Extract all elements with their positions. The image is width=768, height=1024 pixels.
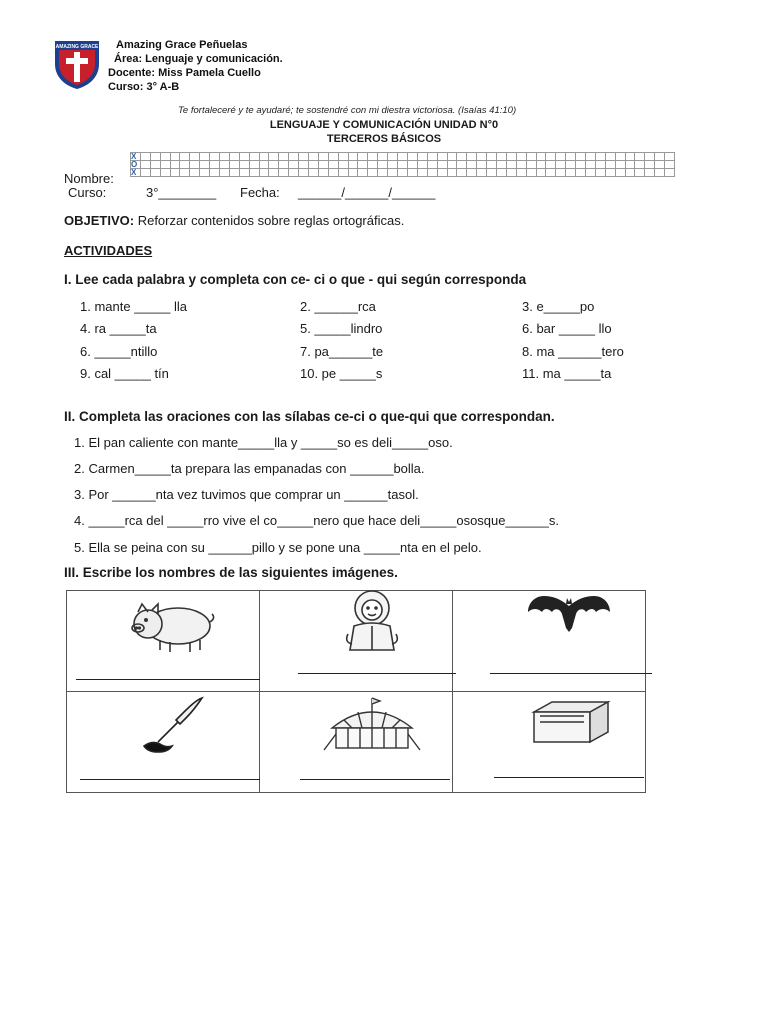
grid-cell[interactable]	[595, 161, 605, 169]
grid-cell[interactable]	[338, 153, 348, 161]
grid-cell[interactable]	[506, 169, 516, 177]
grid-cell[interactable]	[477, 161, 487, 169]
grid-cell[interactable]	[239, 169, 249, 177]
grid-cell[interactable]	[576, 161, 586, 169]
grid-cell[interactable]	[615, 161, 625, 169]
grid-cell[interactable]	[645, 161, 655, 169]
objetivo-line	[64, 213, 404, 228]
sentence-item: 2. Carmen_____ta prepara las empanadas con ______bolla.	[74, 461, 425, 476]
worksheet-subtitle: TERCEROS BÁSICOS	[326, 133, 442, 145]
grid-cell[interactable]	[556, 153, 566, 161]
grid-cell[interactable]	[526, 161, 536, 169]
grid-cell[interactable]	[546, 153, 556, 161]
grid-cell[interactable]	[427, 153, 437, 161]
answer-line[interactable]	[80, 779, 260, 780]
grid-cell[interactable]	[328, 161, 338, 169]
grid-cell[interactable]	[269, 161, 279, 169]
grid-cell[interactable]	[625, 161, 635, 169]
grid-cell[interactable]	[289, 169, 299, 177]
course-text: Curso: 3° A-B	[108, 81, 180, 93]
exercise-item: 7. pa______te	[300, 344, 384, 359]
grid-cell[interactable]	[190, 161, 200, 169]
grid-cell[interactable]	[388, 161, 398, 169]
grid-cell[interactable]	[516, 169, 526, 177]
grid-cell[interactable]	[536, 161, 546, 169]
answer-line[interactable]	[298, 673, 456, 674]
grid-cell[interactable]	[585, 169, 595, 177]
fecha-field[interactable]: ______/______/______	[298, 185, 436, 200]
worksheet-title: LENGUAJE Y COMUNICACIÓN UNIDAD N°0	[269, 119, 499, 131]
name-grid	[130, 152, 675, 177]
grid-cell[interactable]	[556, 161, 566, 169]
grid-cell[interactable]	[229, 161, 239, 169]
sentence-item: 1. El pan caliente con mante_____lla y _____so es deli_____oso.	[74, 435, 453, 450]
answer-line[interactable]	[490, 673, 652, 674]
grid-cell[interactable]	[140, 161, 150, 169]
grid-cell[interactable]	[477, 153, 487, 161]
grid-cell[interactable]	[180, 153, 190, 161]
grid-cell[interactable]	[516, 161, 526, 169]
grid-cell[interactable]	[269, 169, 279, 177]
grid-cell[interactable]	[299, 169, 309, 177]
answer-line[interactable]	[76, 679, 260, 680]
nombre-label: Nombre:	[64, 171, 114, 186]
objetivo-label: OBJETIVO:	[64, 213, 135, 228]
grid-cell[interactable]	[407, 153, 417, 161]
grid-cell[interactable]	[585, 153, 595, 161]
grid-cell[interactable]	[566, 169, 576, 177]
grid-cell[interactable]	[318, 161, 328, 169]
fecha-label: Fecha:	[240, 185, 280, 200]
grid-cell[interactable]	[249, 161, 259, 169]
grid-cell[interactable]	[200, 161, 210, 169]
grid-cell[interactable]	[566, 161, 576, 169]
grid-cell[interactable]	[368, 153, 378, 161]
grid-cell[interactable]	[457, 161, 467, 169]
grid-cell[interactable]	[200, 169, 210, 177]
eskimo-icon	[340, 588, 404, 659]
grid-cell[interactable]	[210, 153, 220, 161]
grid-cell[interactable]	[536, 169, 546, 177]
exercise-item: 2. ______rca	[300, 299, 376, 314]
exercise-item: 10. pe _____s	[300, 366, 383, 381]
grid-cell[interactable]	[447, 161, 457, 169]
school-logo	[52, 38, 102, 90]
grid-cell[interactable]	[635, 161, 645, 169]
grid-cell[interactable]	[249, 169, 259, 177]
grid-cell[interactable]	[655, 169, 665, 177]
grid-cell[interactable]	[506, 161, 516, 169]
grid-cell[interactable]	[665, 169, 675, 177]
sentence-item: 4. _____rca del _____rro vive el co_____nero que hace deli_____ososque______s.	[74, 513, 559, 528]
grid-cell[interactable]	[526, 169, 536, 177]
sentence-item: 3. Por ______nta vez tuvimos que comprar un ______tasol.	[74, 487, 419, 502]
grid-cell[interactable]	[496, 161, 506, 169]
svg-text:AMAZING GRACE: AMAZING GRACE	[55, 44, 99, 50]
exercise-item: 3. e_____po	[522, 299, 595, 314]
grid-cell[interactable]	[259, 161, 269, 169]
exercise-item: 9. cal _____ tín	[80, 366, 169, 381]
grid-cell[interactable]	[140, 153, 150, 161]
grid-cell[interactable]	[378, 169, 388, 177]
grid-cell[interactable]	[566, 153, 576, 161]
grid-cell[interactable]	[269, 153, 279, 161]
grid-cell[interactable]	[279, 161, 289, 169]
grid-cell[interactable]	[388, 153, 398, 161]
grid-cell[interactable]	[318, 153, 328, 161]
answer-line[interactable]	[300, 779, 450, 780]
section1-heading: I. Lee cada palabra y completa con ce- ci o que - qui según corresponda	[64, 272, 527, 287]
grid-cell[interactable]	[180, 169, 190, 177]
grid-cell[interactable]	[299, 153, 309, 161]
exercise-item: 1. mante _____ lla	[80, 299, 187, 314]
circus-tent-icon	[322, 694, 422, 759]
grid-cell[interactable]	[526, 153, 536, 161]
area-text: Área: Lenguaje y comunicación.	[114, 53, 283, 65]
grid-cell[interactable]	[200, 153, 210, 161]
grid-cell[interactable]	[605, 169, 615, 177]
grid-cell[interactable]	[220, 153, 230, 161]
curso-label: Curso:	[68, 185, 107, 200]
grid-cell[interactable]	[665, 161, 675, 169]
grid-cell[interactable]	[665, 153, 675, 161]
exercise-item: 11. ma _____ta	[522, 366, 612, 381]
grid-cell[interactable]	[457, 153, 467, 161]
grid-cell[interactable]	[348, 169, 358, 177]
grid-cell[interactable]	[318, 169, 328, 177]
grid-cell[interactable]	[170, 169, 180, 177]
grid-cell[interactable]	[210, 169, 220, 177]
grid-cell[interactable]	[437, 161, 447, 169]
grid-cell[interactable]	[398, 153, 408, 161]
school-name: Amazing Grace Peñuelas	[116, 39, 248, 51]
exercise-item: 4. ra _____ta	[80, 321, 157, 336]
grid-cell[interactable]	[279, 169, 289, 177]
grid-cell[interactable]	[615, 169, 625, 177]
grid-cell[interactable]	[576, 169, 586, 177]
grid-cell[interactable]	[358, 161, 368, 169]
grid-cell[interactable]	[407, 161, 417, 169]
grid-cell[interactable]	[467, 153, 477, 161]
brush-icon	[140, 694, 210, 759]
exercise-item: 6. _____ntillo	[80, 344, 158, 359]
grid-cell[interactable]	[140, 169, 150, 177]
sentence-item: 5. Ella se peina con su ______pillo y se pone una _____nta en el pelo.	[74, 540, 482, 555]
grid-cell[interactable]	[190, 169, 200, 177]
grid-cell[interactable]	[506, 153, 516, 161]
grid-cell[interactable]	[585, 161, 595, 169]
grid-cell[interactable]	[447, 153, 457, 161]
teacher-text: Docente: Miss Pamela Cuello	[108, 67, 261, 79]
grid-cell[interactable]	[477, 169, 487, 177]
grid-cell[interactable]	[635, 169, 645, 177]
answer-line[interactable]	[494, 777, 644, 778]
curso-field[interactable]: 3°________	[146, 185, 217, 200]
grid-cell[interactable]	[407, 169, 417, 177]
box-icon	[530, 698, 612, 751]
grid-cell[interactable]	[220, 161, 230, 169]
grid-cell[interactable]	[516, 153, 526, 161]
grid-cell[interactable]	[170, 153, 180, 161]
grid-cell[interactable]	[635, 153, 645, 161]
section3-heading: III. Escribe los nombres de las siguientes imágenes.	[64, 565, 398, 580]
grid-cell[interactable]	[338, 169, 348, 177]
grid-cell[interactable]	[180, 161, 190, 169]
grid-cell[interactable]	[239, 161, 249, 169]
grid-cell[interactable]	[457, 169, 467, 177]
grid-cell[interactable]	[487, 161, 497, 169]
grid-cell[interactable]	[417, 153, 427, 161]
grid-cell[interactable]	[398, 161, 408, 169]
grid-cell[interactable]	[299, 161, 309, 169]
grid-cell[interactable]	[605, 153, 615, 161]
grid-cell[interactable]	[576, 153, 586, 161]
grid-cell[interactable]	[625, 169, 635, 177]
exercise-item: 8. ma ______tero	[522, 344, 624, 359]
exercise-item: 6. bar _____ llo	[522, 321, 612, 336]
grid-cell[interactable]	[229, 169, 239, 177]
grid-cell[interactable]	[328, 153, 338, 161]
grid-cell[interactable]	[496, 153, 506, 161]
grid-cell[interactable]	[309, 161, 319, 169]
grid-cell[interactable]	[160, 161, 170, 169]
grid-cell[interactable]	[398, 169, 408, 177]
grid-cell[interactable]	[368, 169, 378, 177]
grid-cell[interactable]	[279, 153, 289, 161]
section2-heading: II. Completa las oraciones con las sílabas ce-ci o que-qui que correspondan.	[64, 409, 555, 424]
grid-marks: X O X	[131, 152, 138, 177]
grid-cell[interactable]	[595, 169, 605, 177]
actividades-heading: ACTIVIDADES	[64, 243, 153, 258]
grid-cell[interactable]	[160, 153, 170, 161]
grid-cell[interactable]	[259, 169, 269, 177]
bible-quote: Te fortaleceré y te ayudaré; te sostendré con mi diestra victoriosa. (Isaías 41:10)	[178, 105, 517, 116]
grid-cell[interactable]	[338, 161, 348, 169]
grid-cell[interactable]	[239, 153, 249, 161]
grid-cell[interactable]	[625, 153, 635, 161]
grid-cell[interactable]	[496, 169, 506, 177]
grid-cell[interactable]	[259, 153, 269, 161]
grid-cell[interactable]	[348, 153, 358, 161]
grid-cell[interactable]	[615, 153, 625, 161]
exercise-item: 5. _____lindro	[300, 321, 383, 336]
grid-cell[interactable]	[655, 153, 665, 161]
grid-cell[interactable]	[309, 153, 319, 161]
grid-cell[interactable]	[388, 169, 398, 177]
grid-cell[interactable]	[150, 169, 160, 177]
grid-cell[interactable]	[417, 169, 427, 177]
bat-icon	[526, 592, 612, 641]
grid-cell[interactable]	[447, 169, 457, 177]
grid-cell[interactable]	[655, 161, 665, 169]
grid-cell[interactable]	[467, 169, 477, 177]
grid-cell[interactable]	[190, 153, 200, 161]
grid-cell[interactable]	[348, 161, 358, 169]
grid-cell[interactable]	[595, 153, 605, 161]
grid-cell[interactable]	[358, 169, 368, 177]
grid-cell[interactable]	[427, 169, 437, 177]
grid-cell[interactable]	[309, 169, 319, 177]
grid-cell[interactable]	[150, 161, 160, 169]
grid-cell[interactable]	[417, 161, 427, 169]
pig-icon	[126, 598, 216, 659]
grid-cell[interactable]	[556, 169, 566, 177]
grid-cell[interactable]	[546, 169, 556, 177]
objetivo-text: Reforzar contenidos sobre reglas ortográficas.	[137, 213, 405, 228]
grid-cell[interactable]	[289, 153, 299, 161]
grid-cell[interactable]	[487, 169, 497, 177]
grid-cell[interactable]	[229, 153, 239, 161]
grid-cell[interactable]	[378, 153, 388, 161]
grid-cell[interactable]	[605, 161, 615, 169]
grid-cell[interactable]	[427, 161, 437, 169]
grid-cell[interactable]	[220, 169, 230, 177]
grid-cell[interactable]	[546, 161, 556, 169]
grid-cell[interactable]	[645, 153, 655, 161]
grid-cell[interactable]	[437, 153, 447, 161]
grid-cell[interactable]	[150, 153, 160, 161]
grid-cell[interactable]	[536, 153, 546, 161]
grid-cell[interactable]	[160, 169, 170, 177]
grid-cell[interactable]	[210, 161, 220, 169]
grid-cell[interactable]	[437, 169, 447, 177]
grid-cell[interactable]	[328, 169, 338, 177]
grid-cell[interactable]	[378, 161, 388, 169]
grid-cell[interactable]	[368, 161, 378, 169]
grid-cell[interactable]	[249, 153, 259, 161]
grid-cell[interactable]	[487, 153, 497, 161]
grid-cell[interactable]	[645, 169, 655, 177]
grid-cell[interactable]	[289, 161, 299, 169]
grid-cell[interactable]	[358, 153, 368, 161]
grid-cell[interactable]	[170, 161, 180, 169]
grid-cell[interactable]	[467, 161, 477, 169]
